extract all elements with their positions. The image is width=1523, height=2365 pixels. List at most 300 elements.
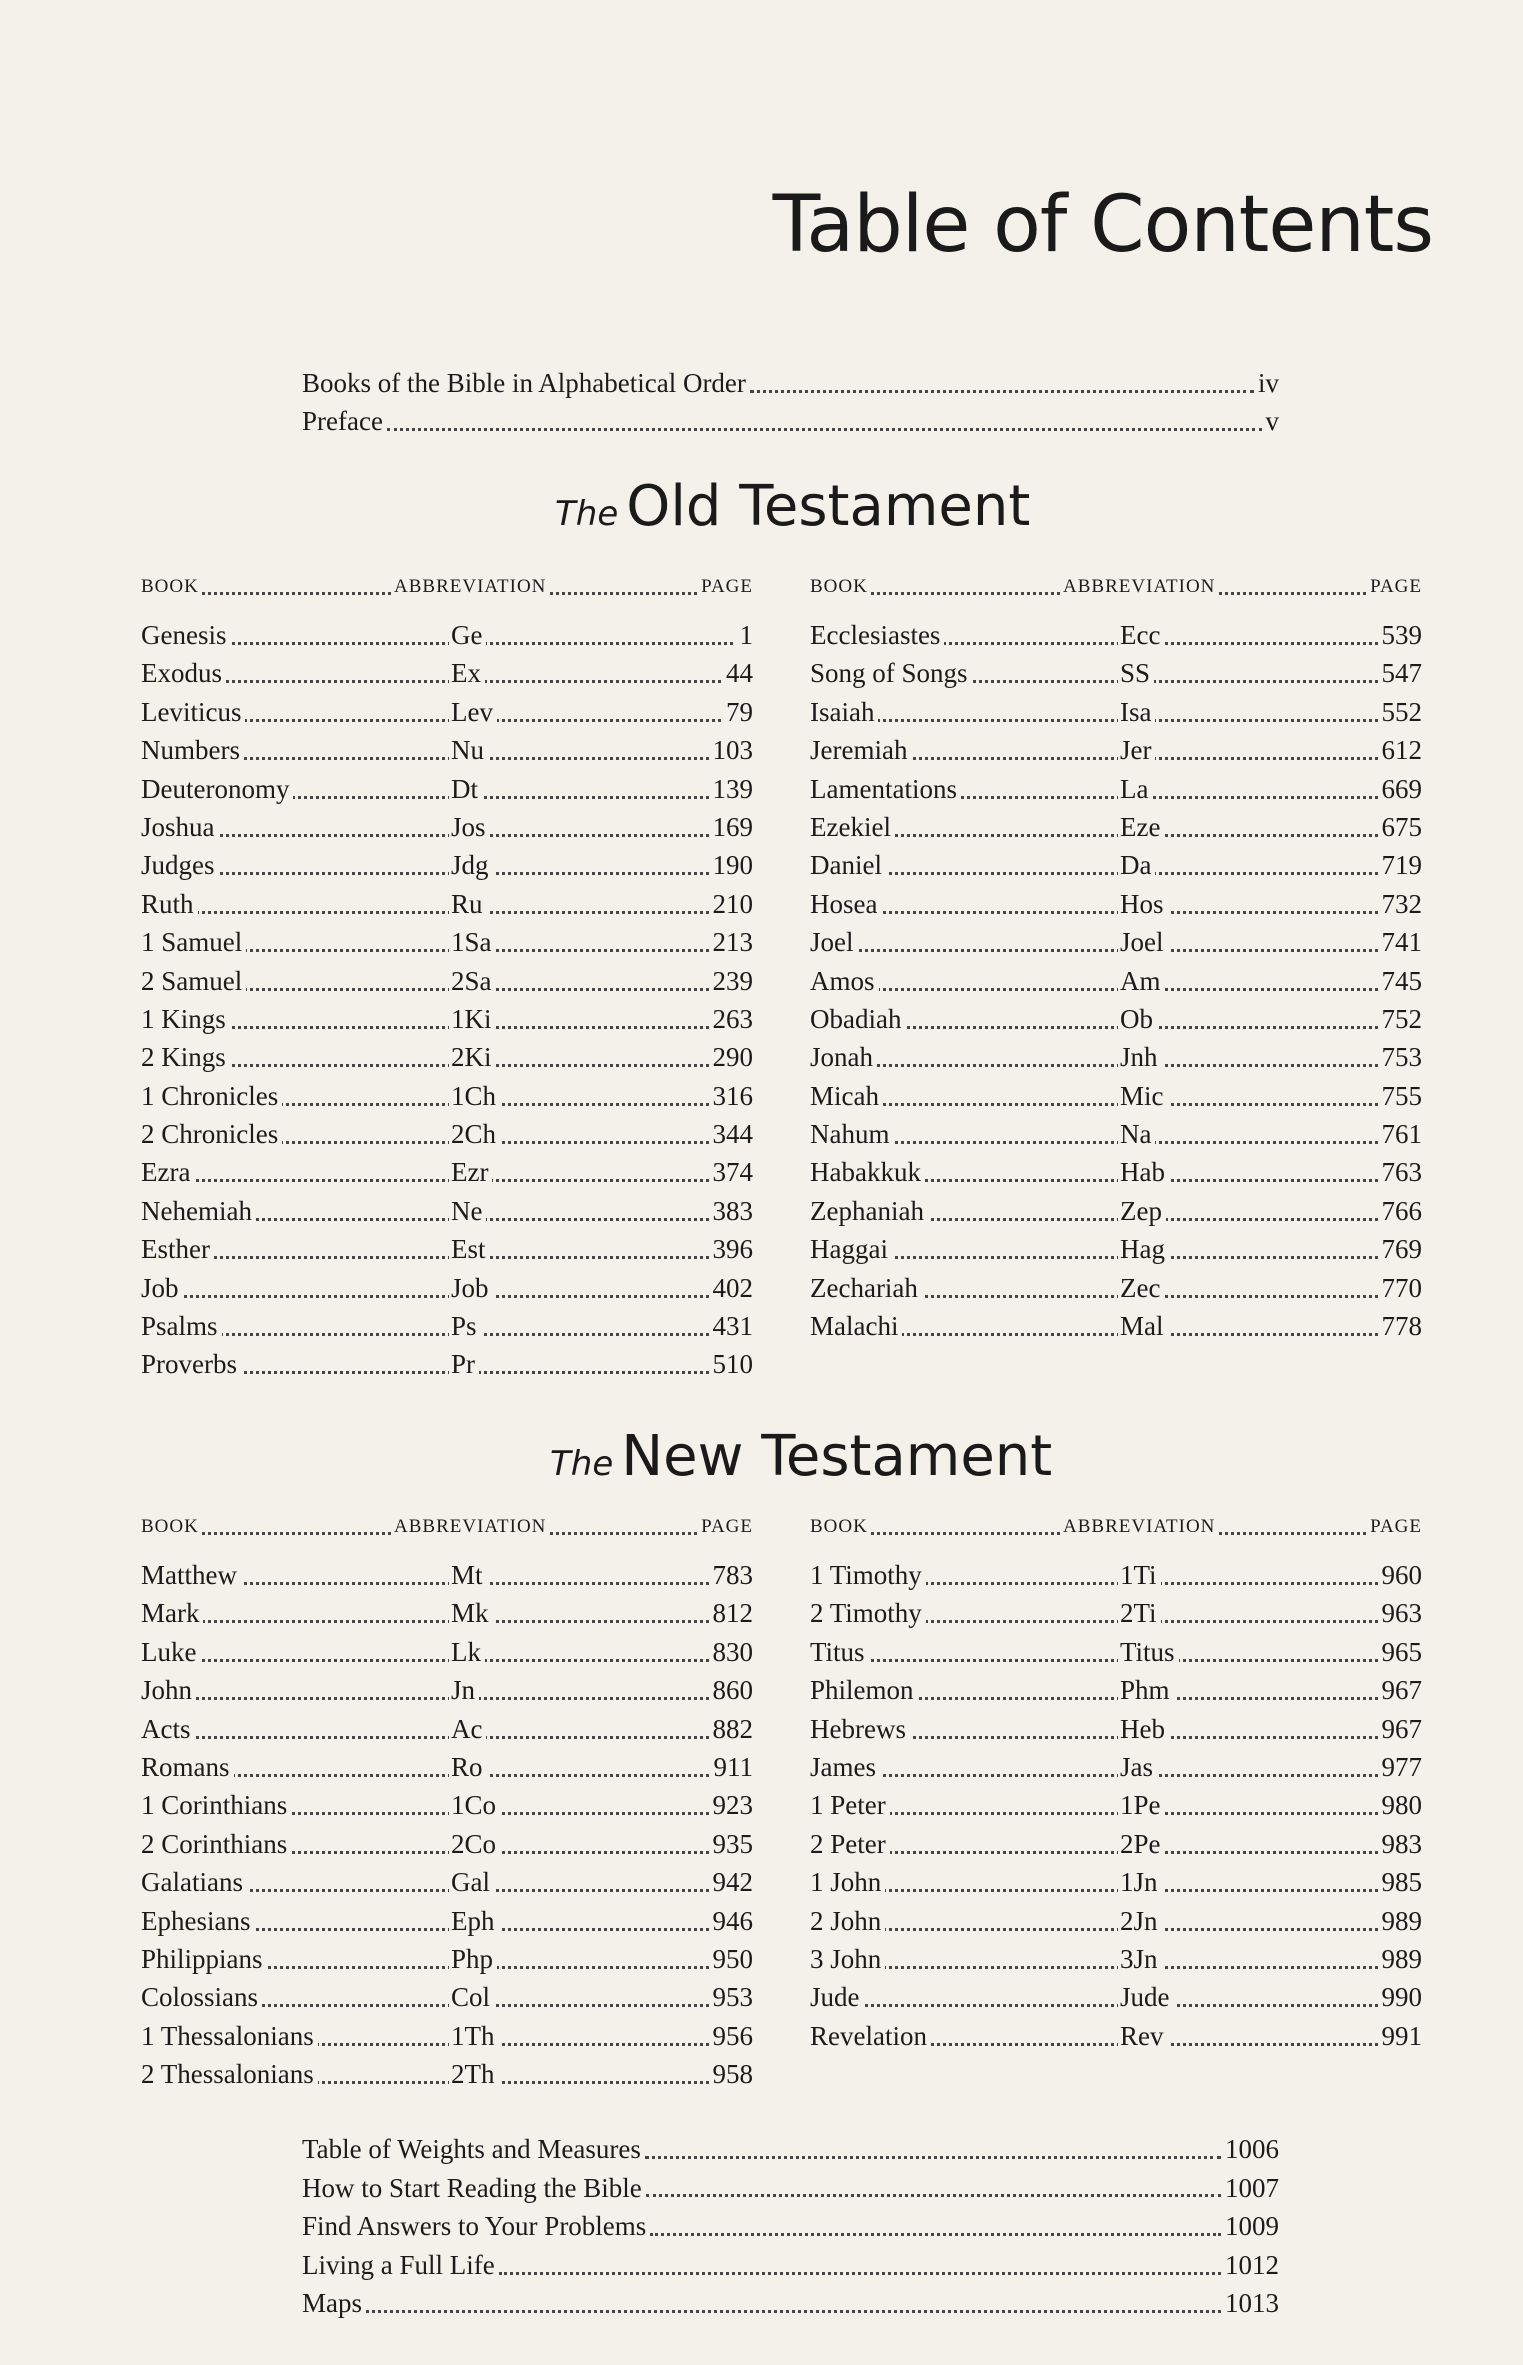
- book-page: 732: [1378, 885, 1423, 923]
- nt-left-column: [141, 1512, 753, 2093]
- book-entry[interactable]: [810, 1863, 1422, 1901]
- book-abbreviation: La: [1118, 770, 1152, 808]
- header-spacer: [141, 602, 753, 616]
- book-entry[interactable]: [810, 1269, 1422, 1307]
- dot-leader: [141, 1620, 753, 1623]
- book-name: 2 Corinthians: [141, 1825, 291, 1863]
- book-page: 374: [709, 1153, 754, 1191]
- book-entry[interactable]: [810, 1786, 1422, 1824]
- book-page: 985: [1378, 1863, 1423, 1901]
- book-page: 396: [709, 1230, 754, 1268]
- book-page: 213: [709, 923, 754, 961]
- book-abbreviation: Ne: [449, 1192, 486, 1230]
- book-name: Ezra: [141, 1153, 194, 1191]
- dot-leader: [810, 1966, 1422, 1969]
- header-book: BOOK: [810, 572, 871, 602]
- header-abbreviation: ABBREVIATION: [1060, 572, 1218, 602]
- book-name: Daniel: [810, 846, 886, 884]
- book-name: 2 Thessalonians: [141, 2055, 318, 2093]
- book-entry[interactable]: [810, 2017, 1422, 2055]
- header-page: PAGE: [1367, 572, 1422, 602]
- book-name: 3 John: [810, 1940, 885, 1978]
- dot-leader: [499, 2272, 1221, 2275]
- book-page: 210: [709, 885, 754, 923]
- book-abbreviation: Zec: [1118, 1269, 1164, 1307]
- book-entry[interactable]: [141, 1269, 753, 1307]
- back-matter-entry[interactable]: [302, 2130, 1279, 2169]
- book-page: 989: [1378, 1940, 1423, 1978]
- book-entry[interactable]: [141, 1115, 753, 1153]
- book-name: 1 Thessalonians: [141, 2017, 318, 2055]
- book-page: 675: [1378, 808, 1423, 846]
- book-page: 316: [709, 1077, 754, 1115]
- book-page: 745: [1378, 962, 1423, 1000]
- entry-page: 1009: [1225, 2211, 1279, 2242]
- book-name: Numbers: [141, 731, 244, 769]
- dot-leader: [810, 1774, 1422, 1777]
- book-entry[interactable]: [141, 1153, 753, 1191]
- dot-leader: [750, 390, 1254, 393]
- book-name: 1 Samuel: [141, 923, 246, 961]
- book-abbreviation: Ge: [449, 616, 486, 654]
- book-entry[interactable]: [810, 962, 1422, 1000]
- book-page: 977: [1378, 1748, 1423, 1786]
- book-entry[interactable]: [810, 654, 1422, 692]
- book-entry[interactable]: [810, 1940, 1422, 1978]
- book-entry[interactable]: [141, 1594, 753, 1632]
- book-entry[interactable]: [141, 770, 753, 808]
- book-page: 383: [709, 1192, 754, 1230]
- book-abbreviation: Job: [449, 1269, 493, 1307]
- book-entry[interactable]: [141, 962, 753, 1000]
- book-entry[interactable]: [141, 1077, 753, 1115]
- book-page: 239: [709, 962, 754, 1000]
- book-page: 812: [709, 1594, 754, 1632]
- book-page: 79: [722, 693, 753, 731]
- column-header: [141, 572, 753, 602]
- book-name: Joel: [810, 923, 858, 961]
- book-abbreviation: 1Pe: [1118, 1786, 1165, 1824]
- entry-page: iv: [1257, 368, 1279, 398]
- header-book: BOOK: [141, 1512, 202, 1542]
- book-abbreviation: Jnh: [1118, 1038, 1162, 1076]
- book-name: Hebrews: [810, 1710, 910, 1748]
- book-page: 965: [1378, 1633, 1423, 1671]
- back-matter-entry[interactable]: [302, 2284, 1279, 2323]
- book-abbreviation: 2Co: [449, 1825, 500, 1863]
- book-name: Titus: [810, 1633, 869, 1671]
- book-abbreviation: Hos: [1118, 885, 1168, 923]
- header-page: PAGE: [1367, 1512, 1422, 1542]
- book-entry[interactable]: [141, 1000, 753, 1038]
- book-abbreviation: Jer: [1118, 731, 1155, 769]
- book-name: Hosea: [810, 885, 881, 923]
- book-abbreviation: Ezr: [449, 1153, 492, 1191]
- book-page: 763: [1378, 1153, 1423, 1191]
- book-page: 950: [709, 1940, 754, 1978]
- book-entry[interactable]: [141, 1633, 753, 1671]
- entry-label: Books of the Bible in Alphabetical Order: [302, 368, 746, 398]
- book-page: 911: [710, 1748, 754, 1786]
- dot-leader: [810, 1928, 1422, 1931]
- entry-page: 1007: [1225, 2172, 1279, 2203]
- book-name: 2 Kings: [141, 1038, 230, 1076]
- book-entry[interactable]: [141, 1710, 753, 1748]
- book-entry[interactable]: [810, 616, 1422, 654]
- book-page: 431: [709, 1307, 754, 1345]
- column-header: [141, 1512, 753, 1542]
- heading-the: The: [555, 494, 619, 534]
- book-name: Ruth: [141, 885, 198, 923]
- book-abbreviation: 2Ki: [449, 1038, 496, 1076]
- book-abbreviation: Am: [1118, 962, 1165, 1000]
- dot-leader: [810, 1851, 1422, 1854]
- book-abbreviation: 3Jn: [1118, 1940, 1162, 1978]
- book-entry[interactable]: [141, 846, 753, 884]
- book-abbreviation: Da: [1118, 846, 1155, 884]
- book-name: Haggai: [810, 1230, 892, 1268]
- page-title: Table of Contents: [772, 180, 1433, 270]
- book-entry[interactable]: [810, 885, 1422, 923]
- ot-right-column: [810, 572, 1422, 1345]
- book-page: 190: [709, 846, 754, 884]
- book-page: 103: [709, 731, 754, 769]
- book-page: 1: [736, 616, 754, 654]
- dot-leader: [810, 949, 1422, 952]
- dot-leader: [141, 1256, 753, 1259]
- book-abbreviation: Ecc: [1118, 616, 1164, 654]
- book-page: 547: [1378, 654, 1423, 692]
- dot-leader: [810, 911, 1422, 914]
- book-entry[interactable]: [810, 1038, 1422, 1076]
- dot-leader: [810, 872, 1422, 875]
- book-abbreviation: Jos: [449, 808, 490, 846]
- book-entry[interactable]: [810, 1671, 1422, 1709]
- dot-leader: [141, 1333, 753, 1336]
- entry-label: How to Start Reading the Bible: [302, 2172, 642, 2203]
- book-name: Deuteronomy: [141, 770, 293, 808]
- book-abbreviation: Ro: [449, 1748, 487, 1786]
- book-name: 2 John: [810, 1902, 885, 1940]
- book-abbreviation: Hab: [1118, 1153, 1169, 1191]
- dot-leader: [810, 1889, 1422, 1892]
- book-entry[interactable]: [810, 1825, 1422, 1863]
- book-abbreviation: 2Sa: [449, 962, 496, 1000]
- book-name: Obadiah: [810, 1000, 905, 1038]
- book-name: Isaiah: [810, 693, 878, 731]
- dot-leader: [141, 1064, 753, 1067]
- book-entry[interactable]: [810, 1633, 1422, 1671]
- book-page: 539: [1378, 616, 1423, 654]
- book-entry[interactable]: [141, 616, 753, 654]
- book-entry[interactable]: [810, 1710, 1422, 1748]
- book-entry[interactable]: [141, 1192, 753, 1230]
- dot-leader: [141, 911, 753, 914]
- book-entry[interactable]: [141, 1786, 753, 1824]
- book-name: Nehemiah: [141, 1192, 256, 1230]
- book-page: 741: [1378, 923, 1423, 961]
- back-matter-list: [302, 2130, 1279, 2323]
- book-entry[interactable]: [141, 654, 753, 692]
- book-entry[interactable]: [141, 1978, 753, 2016]
- header-abbreviation: ABBREVIATION: [1060, 1512, 1218, 1542]
- book-abbreviation: Mic: [1118, 1077, 1168, 1115]
- heading-title: New Testament: [621, 1424, 1053, 1489]
- book-abbreviation: 2Pe: [1118, 1825, 1165, 1863]
- book-page: 770: [1378, 1269, 1423, 1307]
- dot-leader: [810, 719, 1422, 722]
- book-name: James: [810, 1748, 880, 1786]
- book-abbreviation: 1Sa: [449, 923, 496, 961]
- book-name: 1 John: [810, 1863, 885, 1901]
- book-page: 169: [709, 808, 754, 846]
- book-entry[interactable]: [141, 1230, 753, 1268]
- book-entry[interactable]: [141, 731, 753, 769]
- dot-leader: [810, 2004, 1422, 2007]
- book-entry[interactable]: [810, 1115, 1422, 1153]
- book-entry[interactable]: [810, 1902, 1422, 1940]
- book-entry[interactable]: [810, 1077, 1422, 1115]
- book-entry[interactable]: [141, 1902, 753, 1940]
- book-page: 942: [709, 1863, 754, 1901]
- book-page: 344: [709, 1115, 754, 1153]
- book-abbreviation: Pr: [449, 1345, 479, 1383]
- entry-label: Find Answers to Your Problems: [302, 2211, 647, 2242]
- book-abbreviation: Eze: [1118, 808, 1164, 846]
- book-name: Romans: [141, 1748, 234, 1786]
- book-name: Proverbs: [141, 1345, 241, 1383]
- book-name: Revelation: [810, 2017, 931, 2055]
- book-entry[interactable]: [810, 1748, 1422, 1786]
- entry-label: Table of Weights and Measures: [302, 2134, 641, 2164]
- entry-page: 1006: [1225, 2134, 1279, 2164]
- book-abbreviation: Heb: [1118, 1710, 1169, 1748]
- book-entry[interactable]: [141, 1556, 753, 1594]
- book-entry[interactable]: [810, 846, 1422, 884]
- book-entry[interactable]: [810, 1556, 1422, 1594]
- book-entry[interactable]: [810, 770, 1422, 808]
- book-name: 2 Chronicles: [141, 1115, 282, 1153]
- book-name: Joshua: [141, 808, 219, 846]
- book-abbreviation: Titus: [1118, 1633, 1179, 1671]
- book-name: Mark: [141, 1594, 203, 1632]
- book-name: Matthew: [141, 1556, 241, 1594]
- book-page: 766: [1378, 1192, 1423, 1230]
- dot-leader: [810, 834, 1422, 837]
- book-entry[interactable]: [141, 1863, 753, 1901]
- book-abbreviation: Gal: [449, 1863, 494, 1901]
- book-abbreviation: SS: [1118, 654, 1154, 692]
- heading-the: The: [550, 1444, 614, 1484]
- book-page: 783: [709, 1556, 754, 1594]
- book-abbreviation: Eph: [449, 1902, 499, 1940]
- dot-leader: [141, 1026, 753, 1029]
- book-page: 752: [1378, 1000, 1423, 1038]
- book-name: Ephesians: [141, 1902, 254, 1940]
- dot-leader: [810, 988, 1422, 991]
- book-entry[interactable]: [141, 1671, 753, 1709]
- entry-page: v: [1265, 406, 1279, 436]
- book-abbreviation: 2Th: [449, 2055, 499, 2093]
- book-abbreviation: 1Ki: [449, 1000, 496, 1038]
- book-name: Acts: [141, 1710, 195, 1748]
- book-page: 761: [1378, 1115, 1423, 1153]
- book-page: 882: [709, 1710, 754, 1748]
- book-page: 967: [1378, 1671, 1423, 1709]
- book-abbreviation: Est: [449, 1230, 490, 1268]
- book-entry[interactable]: [810, 1192, 1422, 1230]
- book-entry[interactable]: [810, 1307, 1422, 1345]
- book-name: Philemon: [810, 1671, 918, 1709]
- book-entry[interactable]: [810, 731, 1422, 769]
- book-entry[interactable]: [810, 923, 1422, 961]
- ot-left-column: [141, 572, 753, 1384]
- book-abbreviation: Jas: [1118, 1748, 1157, 1786]
- heading-title: Old Testament: [626, 474, 1031, 539]
- book-entry[interactable]: [141, 693, 753, 731]
- book-page: 990: [1378, 1978, 1423, 2016]
- book-abbreviation: Ru: [449, 885, 487, 923]
- book-entry[interactable]: [141, 2055, 753, 2093]
- book-name: 2 Timothy: [810, 1594, 926, 1632]
- book-abbreviation: Jdg: [449, 846, 493, 884]
- front-matter-entry[interactable]: [302, 364, 1279, 402]
- header-book: BOOK: [141, 572, 202, 602]
- book-entry[interactable]: [141, 808, 753, 846]
- back-matter-entry[interactable]: [302, 2207, 1279, 2246]
- book-entry[interactable]: [141, 1748, 753, 1786]
- book-page: 402: [709, 1269, 754, 1307]
- book-page: 967: [1378, 1710, 1423, 1748]
- dot-leader: [141, 1697, 753, 1700]
- book-name: Luke: [141, 1633, 200, 1671]
- book-abbreviation: Mt: [449, 1556, 487, 1594]
- dot-leader: [810, 1103, 1422, 1106]
- back-matter-entry[interactable]: [302, 2246, 1279, 2285]
- book-entry[interactable]: [141, 1940, 753, 1978]
- header-abbreviation: ABBREVIATION: [391, 1512, 549, 1542]
- book-page: 980: [1378, 1786, 1423, 1824]
- nt-right-column: [810, 1512, 1422, 2055]
- front-matter-list: [302, 364, 1279, 440]
- header-page: PAGE: [698, 1512, 753, 1542]
- book-abbreviation: Hag: [1118, 1230, 1169, 1268]
- book-name: 1 Corinthians: [141, 1786, 291, 1824]
- book-entry[interactable]: [141, 885, 753, 923]
- back-matter-entry[interactable]: [302, 2169, 1279, 2208]
- book-abbreviation: Mal: [1118, 1307, 1168, 1345]
- book-entry[interactable]: [141, 1038, 753, 1076]
- dot-leader: [810, 1064, 1422, 1067]
- book-entry[interactable]: [141, 1825, 753, 1863]
- book-name: Judges: [141, 846, 219, 884]
- dot-leader: [141, 872, 753, 875]
- book-abbreviation: Mk: [449, 1594, 493, 1632]
- book-entry[interactable]: [141, 1307, 753, 1345]
- book-name: Ecclesiastes: [810, 616, 944, 654]
- book-name: Habakkuk: [810, 1153, 925, 1191]
- book-page: 612: [1378, 731, 1423, 769]
- book-abbreviation: 2Jn: [1118, 1902, 1162, 1940]
- book-abbreviation: Jude: [1118, 1978, 1174, 2016]
- book-name: Nahum: [810, 1115, 893, 1153]
- book-abbreviation: Ob: [1118, 1000, 1157, 1038]
- book-page: 290: [709, 1038, 754, 1076]
- book-abbreviation: Col: [449, 1978, 494, 2016]
- book-name: Job: [141, 1269, 183, 1307]
- book-entry[interactable]: [810, 693, 1422, 731]
- dot-leader: [810, 1659, 1422, 1662]
- book-entry[interactable]: [141, 923, 753, 961]
- front-matter-entry[interactable]: [302, 402, 1279, 440]
- book-abbreviation: Ac: [449, 1710, 486, 1748]
- book-abbreviation: 2Ch: [449, 1115, 500, 1153]
- header-abbreviation: ABBREVIATION: [391, 572, 549, 602]
- book-page: 139: [709, 770, 754, 808]
- book-page: 830: [709, 1633, 754, 1671]
- book-entry[interactable]: [810, 1000, 1422, 1038]
- dot-leader: [650, 2233, 1221, 2236]
- book-name: Ezekiel: [810, 808, 895, 846]
- book-abbreviation: Lev: [449, 693, 497, 731]
- book-entry[interactable]: [810, 1594, 1422, 1632]
- book-page: 946: [709, 1902, 754, 1940]
- book-abbreviation: 1Th: [449, 2017, 499, 2055]
- dot-leader: [645, 2156, 1221, 2159]
- book-entry[interactable]: [810, 808, 1422, 846]
- book-name: Leviticus: [141, 693, 245, 731]
- book-name: 1 Kings: [141, 1000, 230, 1038]
- book-name: Lamentations: [810, 770, 961, 808]
- book-page: 753: [1378, 1038, 1423, 1076]
- book-entry[interactable]: [141, 2017, 753, 2055]
- book-abbreviation: Lk: [449, 1633, 485, 1671]
- book-page: 991: [1378, 2017, 1423, 2055]
- header-spacer: [810, 1542, 1422, 1556]
- book-name: 1 Timothy: [810, 1556, 926, 1594]
- dot-leader: [141, 1295, 753, 1298]
- book-abbreviation: Php: [449, 1940, 497, 1978]
- book-entry[interactable]: [810, 1230, 1422, 1268]
- book-name: Micah: [810, 1077, 883, 1115]
- dot-leader: [810, 1812, 1422, 1815]
- book-abbreviation: 1Jn: [1118, 1863, 1162, 1901]
- book-name: Jude: [810, 1978, 864, 2016]
- new-testament-heading: [550, 1424, 1052, 1489]
- entry-label: Living a Full Life: [302, 2249, 495, 2280]
- book-entry[interactable]: [141, 1345, 753, 1383]
- book-page: 778: [1378, 1307, 1423, 1345]
- dot-leader: [141, 680, 753, 683]
- book-name: 1 Chronicles: [141, 1077, 282, 1115]
- book-abbreviation: Zep: [1118, 1192, 1166, 1230]
- book-page: 923: [709, 1786, 754, 1824]
- book-entry[interactable]: [810, 1153, 1422, 1191]
- header-book: BOOK: [810, 1512, 871, 1542]
- dot-leader: [141, 1659, 753, 1662]
- header-spacer: [141, 1542, 753, 1556]
- dot-leader: [646, 2194, 1221, 2197]
- book-entry[interactable]: [810, 1978, 1422, 2016]
- dot-leader: [141, 642, 753, 645]
- book-name: Genesis: [141, 616, 230, 654]
- column-header: [810, 572, 1422, 602]
- book-page: 960: [1378, 1556, 1423, 1594]
- book-abbreviation: 1Ch: [449, 1077, 500, 1115]
- book-page: 263: [709, 1000, 754, 1038]
- book-name: Jonah: [810, 1038, 877, 1076]
- book-abbreviation: Isa: [1118, 693, 1155, 731]
